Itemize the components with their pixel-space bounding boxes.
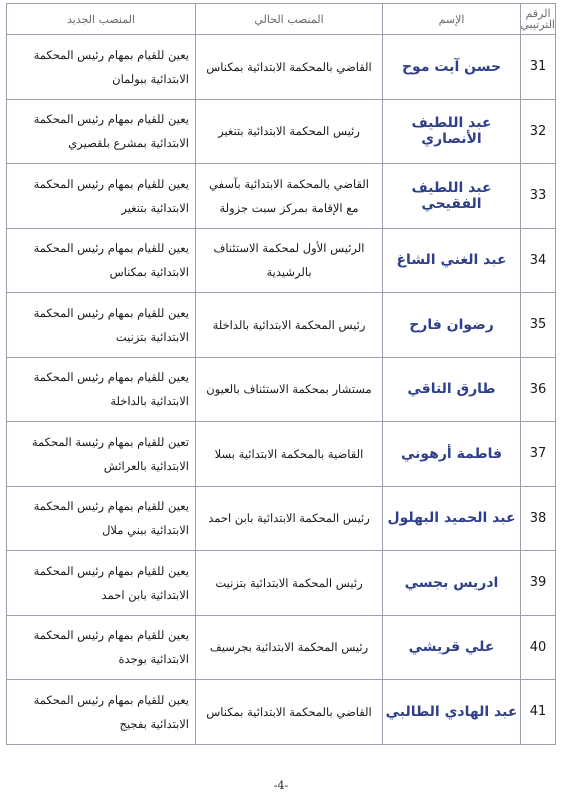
row-number: 41 — [521, 680, 556, 745]
table-header-row — [7, 4, 556, 35]
table-row — [7, 228, 556, 293]
row-number: 35 — [521, 293, 556, 358]
row-name: علي قريشي — [383, 615, 521, 680]
table-row — [7, 164, 556, 229]
row-new-position: يعين للقيام بمهام رئيس المحكمة الابتدائية بتنغير — [7, 164, 196, 229]
row-current-position: القاضي بالمحكمة الابتدائية بآسفي مع الإقامة بمركز سبت جزولة — [196, 164, 383, 229]
header-number — [521, 4, 556, 35]
row-number: 40 — [521, 615, 556, 680]
table-body — [7, 35, 556, 745]
row-number: 37 — [521, 422, 556, 487]
table-row — [7, 99, 556, 164]
row-name: فاطمة أرهوني — [383, 422, 521, 487]
table-row — [7, 357, 556, 422]
row-current-position: رئيس المحكمة الابتدائية بالداخلة — [196, 293, 383, 358]
header-number-line1: الرقم — [525, 7, 551, 20]
row-number: 31 — [521, 35, 556, 100]
row-name: عبد الحميد البهلول — [383, 486, 521, 551]
page-number: -4- — [273, 779, 289, 792]
row-new-position: يعين للقيام بمهام رئيس المحكمة الابتدائية بمكناس — [7, 228, 196, 293]
table-row — [7, 615, 556, 680]
row-number: 34 — [521, 228, 556, 293]
row-current-position: رئيس المحكمة الابتدائية بابن احمد — [196, 486, 383, 551]
row-number: 36 — [521, 357, 556, 422]
table-row — [7, 486, 556, 551]
row-number: 33 — [521, 164, 556, 229]
row-current-position: القاضية بالمحكمة الابتدائية بسلا — [196, 422, 383, 487]
row-name: عبد اللطيف الأنصاري — [383, 99, 521, 164]
row-number: 32 — [521, 99, 556, 164]
row-new-position: يعين للقيام بمهام رئيس المحكمة الابتدائية بمشرع بلقصيري — [7, 99, 196, 164]
header-name: الإسم — [383, 4, 521, 35]
row-new-position: يعين للقيام بمهام رئيس المحكمة الابتدائية بابن احمد — [7, 551, 196, 616]
table-row — [7, 680, 556, 745]
row-current-position: القاضي بالمحكمة الابتدائية بمكناس — [196, 35, 383, 100]
table-row — [7, 293, 556, 358]
row-current-position: رئيس المحكمة الابتدائية بتزنيت — [196, 551, 383, 616]
row-current-position: مستشار بمحكمة الاستئناف بالعيون — [196, 357, 383, 422]
appointments-table — [6, 3, 556, 745]
row-new-position: يعين للقيام بمهام رئيس المحكمة الابتدائية بالداخلة — [7, 357, 196, 422]
row-new-position: يعين للقيام بمهام رئيس المحكمة الابتدائية بفجيج — [7, 680, 196, 745]
table-row — [7, 551, 556, 616]
header-new-position: المنصب الجديد — [7, 4, 196, 35]
table-row — [7, 35, 556, 100]
row-name: عبد الغني الشاغ — [383, 228, 521, 293]
row-name: عبد اللطيف الفقيحي — [383, 164, 521, 229]
header-current-position: المنصب الحالي — [196, 4, 383, 35]
row-name: طارق التاقي — [383, 357, 521, 422]
row-new-position: يعين للقيام بمهام رئيس المحكمة الابتدائية ببولمان — [7, 35, 196, 100]
row-current-position: رئيس المحكمة الابتدائية بتنغير — [196, 99, 383, 164]
row-new-position: يعين للقيام بمهام رئيس المحكمة الابتدائية بوجدة — [7, 615, 196, 680]
row-current-position: القاضي بالمحكمة الابتدائية بمكناس — [196, 680, 383, 745]
row-new-position: يعين للقيام بمهام رئيس المحكمة الابتدائية بتزنيت — [7, 293, 196, 358]
row-current-position: رئيس المحكمة الابتدائية بجرسيف — [196, 615, 383, 680]
row-name: رضوان فارح — [383, 293, 521, 358]
row-number: 38 — [521, 486, 556, 551]
header-number-line2: الترتيبي — [520, 18, 555, 31]
row-new-position: يعين للقيام بمهام رئيس المحكمة الابتدائية ببني ملال — [7, 486, 196, 551]
table-row — [7, 422, 556, 487]
row-name: حسن آيت موح — [383, 35, 521, 100]
row-name: عبد الهادي الطالبي — [383, 680, 521, 745]
row-new-position: تعين للقيام بمهام رئيسة المحكمة الابتدائية بالعرائش — [7, 422, 196, 487]
row-number: 39 — [521, 551, 556, 616]
row-name: ادريس بجسي — [383, 551, 521, 616]
row-current-position: الرئيس الأول لمحكمة الاستئناف بالرشيدية — [196, 228, 383, 293]
